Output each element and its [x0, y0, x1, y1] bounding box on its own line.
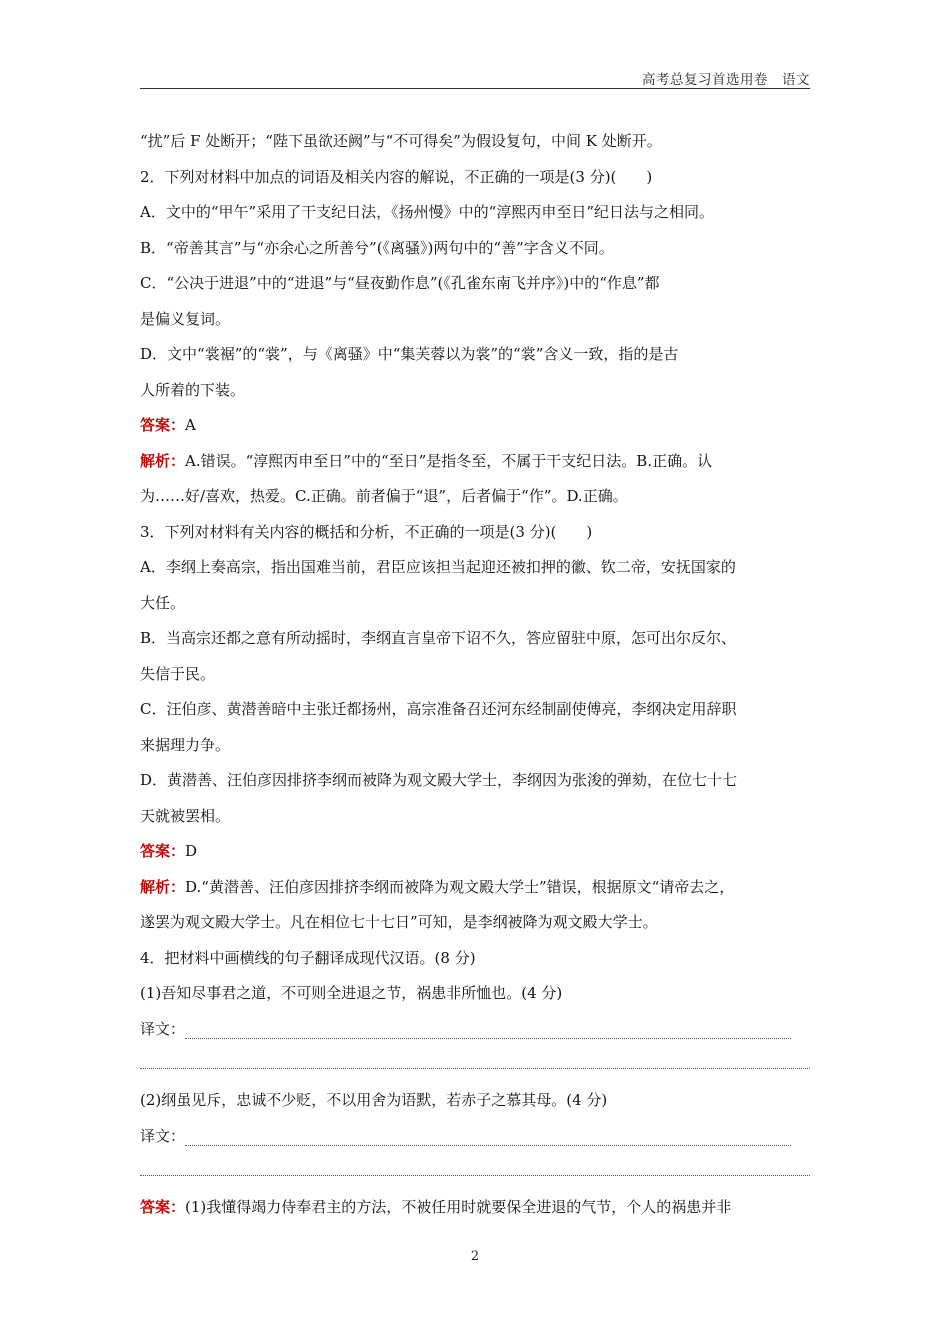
option-2d-cont: 人所着的下装。: [140, 380, 246, 399]
answer-4: [140, 1190, 810, 1226]
translation-row-2: [140, 1119, 810, 1155]
question-4: 4．把材料中画横线的句子翻译成现代汉语。(8 分): [140, 948, 476, 967]
answer-value: D: [185, 842, 198, 860]
option-3a: A．李纲上奏高宗，指出国难当前，君臣应该担当起迎还被扣押的徽、钦二帝，安抚国家的: [140, 558, 736, 576]
explanation-text: D.“黄潜善、汪伯彦因排挤李纲而被降为观文殿大学士”错误，根据原文“请帝去之，: [185, 877, 735, 896]
answer-3: [140, 834, 810, 870]
question-4-2: (2)纲虽见斥，忠诚不少贬，不以用舍为语默，若赤子之慕其母。(4 分): [140, 1091, 608, 1109]
translation-blank[interactable]: [185, 1127, 791, 1146]
answer-label: 答案：: [140, 1198, 186, 1216]
option-2a: A．文中的“甲午”采用了干支纪日法，《扬州慢》中的“淳熙丙申至日”纪日法与之相同。: [140, 203, 715, 221]
option-3d-cont: 天就被罢相。: [140, 806, 231, 825]
answer-value: A: [185, 416, 196, 434]
question-2: 2．下列对材料中加点的词语及相关内容的解说，不正确的一项是(3 分)( ): [140, 167, 653, 186]
question-3: 3．下列对材料有关内容的概括和分析，不正确的一项是(3 分)( ): [140, 522, 593, 541]
translation-blank-line[interactable]: [140, 1154, 810, 1176]
option-3d: D．黄潜善、汪伯彦因排挤李纲而被降为观文殿大学士，李纲因为张浚的弹劾，在位七十七: [140, 771, 738, 789]
explanation-label: 解析：: [140, 877, 186, 896]
option-3b: B．当高宗还都之意有所动摇时，李纲直言皇帝下诏不久，答应留驻中原，怎可出尔反尔、: [140, 629, 737, 647]
option-2c-cont: 是偏义复词。: [140, 309, 231, 328]
option-3c-cont: 来据理力争。: [140, 735, 231, 754]
header-divider: [140, 88, 810, 89]
explanation-3: [140, 870, 810, 906]
option-3c: C．汪伯彦、黄潜善暗中主张迁都扬州，高宗准备召还河东经制副使傅亮，李纲决定用辞职: [140, 700, 737, 718]
page-number: 2: [470, 1249, 480, 1264]
text-line: “扰”后 F 处断开；“陛下虽欲还阙”与“不可得矣”为假设复句，中间 K 处断开。: [140, 132, 662, 150]
option-2c: C．“公决于进退”中的“进退”与“昼夜勤作息”(《孔雀东南飞并序》)中的“作息”都: [140, 274, 660, 292]
explanation-2: [140, 444, 810, 480]
option-3b-cont: 失信于民。: [140, 664, 216, 683]
translation-blank-line[interactable]: [140, 1047, 810, 1069]
translation-label: 译文：: [140, 1019, 186, 1038]
option-2d: D．文中“裳裾”的“裳”，与《离骚》中“集芙蓉以为裳”的“裳”含义一致，指的是古: [140, 345, 679, 363]
explanation-2-cont: 为……好/喜欢，热爱。C.正确。前者偏于“退”，后者偏于“作”。D.正确。: [140, 487, 628, 505]
explanation-text: A.错误。“淳熙丙申至日”中的“至日”是指冬至，不属于干支纪日法。B.正确。认: [185, 451, 713, 470]
option-3a-cont: 大任。: [140, 593, 186, 612]
answer-2: [140, 408, 810, 444]
answer-label: 答案：: [140, 842, 186, 860]
answer-text: (1)我懂得竭力侍奉君主的方法，不被任用时就要保全进退的气节，个人的祸患并非: [185, 1198, 732, 1216]
translation-label: 译文：: [140, 1126, 186, 1145]
document-body: [140, 124, 810, 1226]
question-4-1: (1)吾知尽事君之道，不可则全进退之节，祸患非所恤也。(4 分): [140, 984, 563, 1002]
option-2b: B．“帝善其言”与“亦余心之所善兮”(《离骚》)两句中的“善”字含义不同。: [140, 238, 614, 257]
explanation-3-cont: 遂罢为观文殿大学士。凡在相位七十七日”可知，是李纲被降为观文殿大学士。: [140, 913, 658, 931]
answer-label: 答案：: [140, 416, 186, 434]
header-title: 高考总复习首选用卷 语文: [642, 72, 810, 88]
translation-row-1: [140, 1012, 810, 1048]
explanation-label: 解析：: [140, 451, 186, 470]
translation-blank[interactable]: [185, 1020, 791, 1039]
